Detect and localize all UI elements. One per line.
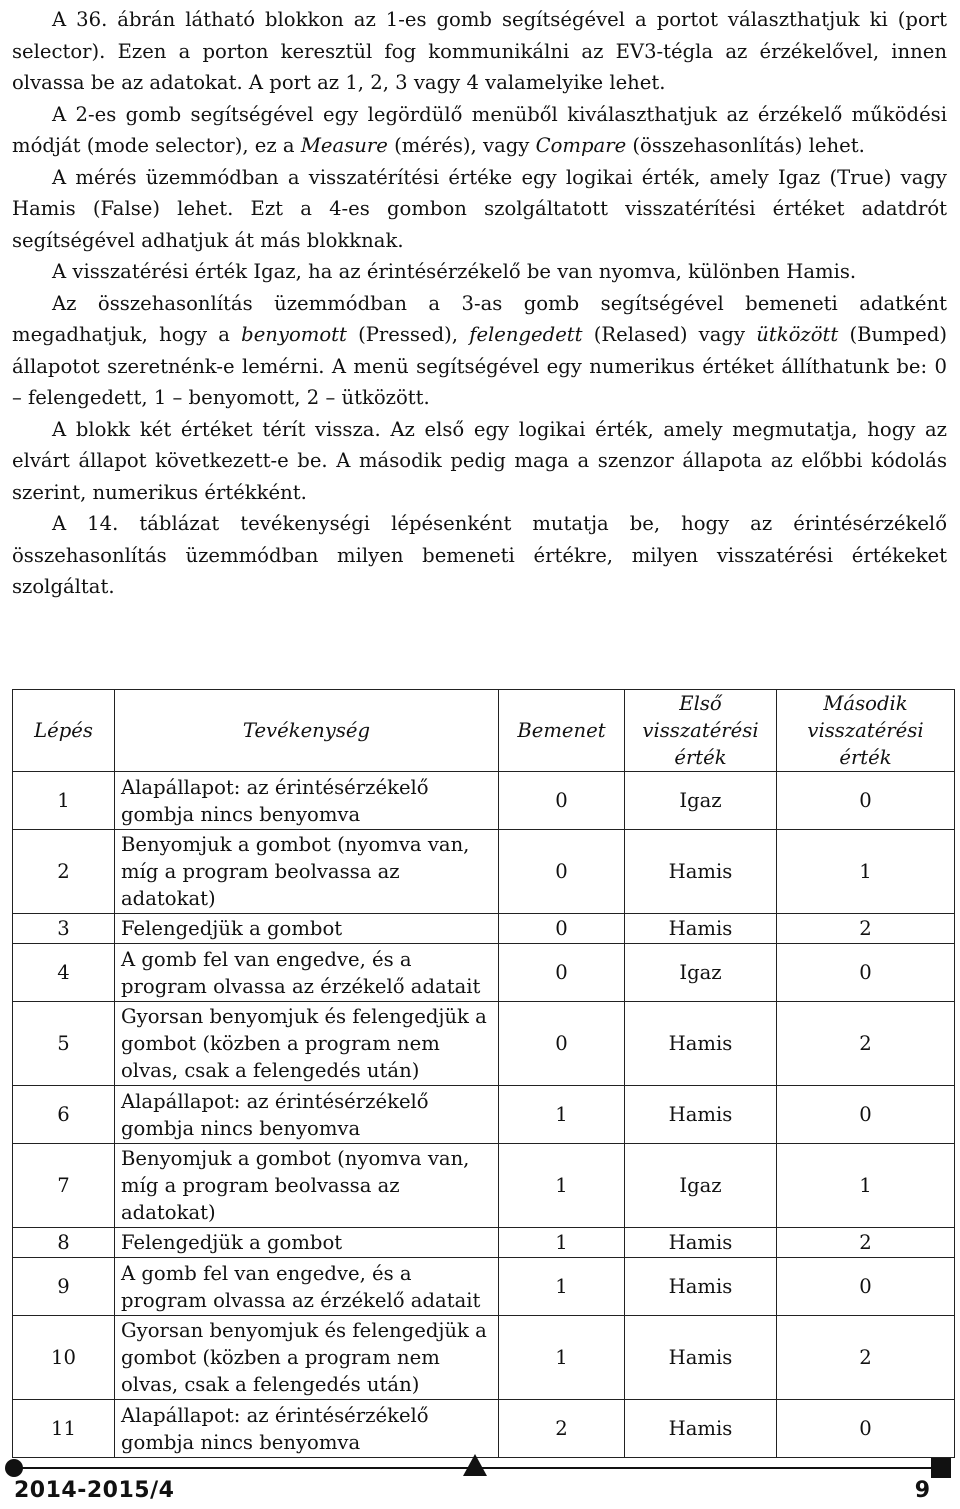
table-row — [13, 944, 955, 1002]
cell-input: 0 — [499, 914, 625, 944]
cell-step: 5 — [13, 1002, 115, 1086]
cell-activity: Gyorsan benyomjuk és felengedjük a gombot (közben a program nem olvas, csak a felengedés után) — [115, 1002, 499, 1086]
footer-triangle-icon — [463, 1454, 487, 1476]
cell-second-return: 0 — [777, 1086, 955, 1144]
cell-activity: Benyomjuk a gombot (nyomva van, míg a program beolvassa az adatokat) — [115, 1144, 499, 1228]
cell-input: 0 — [499, 1002, 625, 1086]
cell-input: 1 — [499, 1086, 625, 1144]
body-text — [12, 4, 947, 603]
cell-step: 6 — [13, 1086, 115, 1144]
table-row — [13, 914, 955, 944]
table-row — [13, 1316, 955, 1400]
header-first-return: Első visszatérési érték — [625, 690, 777, 772]
cell-first-return: Hamis — [625, 914, 777, 944]
table-row — [13, 1400, 955, 1458]
table-row — [13, 1258, 955, 1316]
text-run: (összehasonlítás) lehet. — [626, 134, 865, 157]
table-body — [13, 772, 955, 1458]
touch-sensor-table — [12, 689, 955, 1458]
cell-step: 4 — [13, 944, 115, 1002]
cell-second-return: 0 — [777, 1258, 955, 1316]
paragraph-port-selector: A 36. ábrán látható blokkon az 1-es gomb segítségével a portot választhatjuk ki (port selector). Ezen a porton keresztül fog kommunikálni az EV3-tégla az érzékelővel, innen olvassa be az adatokat. A port az 1, 2, 3 vagy 4 valamelyike lehet. — [12, 8, 947, 94]
header-second-return: Második visszatérési érték — [777, 690, 955, 772]
issue-label: 2014-2015/4 — [14, 1478, 175, 1503]
term-pressed: benyomott — [241, 323, 347, 346]
cell-first-return: Hamis — [625, 1400, 777, 1458]
page-number: 9 — [914, 1478, 930, 1503]
cell-first-return: Hamis — [625, 830, 777, 914]
header-activity: Tevékenység — [115, 690, 499, 772]
cell-activity: A gomb fel van engedve, és a program olvassa az érzékelő adatait — [115, 1258, 499, 1316]
table-row — [13, 1144, 955, 1228]
cell-input: 0 — [499, 944, 625, 1002]
cell-step: 8 — [13, 1228, 115, 1258]
cell-second-return: 2 — [777, 1316, 955, 1400]
term-compare: Compare — [535, 134, 627, 157]
cell-input: 0 — [499, 830, 625, 914]
cell-second-return: 2 — [777, 1228, 955, 1258]
cell-activity: Felengedjük a gombot — [115, 1228, 499, 1258]
cell-second-return: 0 — [777, 772, 955, 830]
cell-second-return: 1 — [777, 830, 955, 914]
cell-first-return: Hamis — [625, 1258, 777, 1316]
cell-input: 1 — [499, 1258, 625, 1316]
cell-second-return: 1 — [777, 1144, 955, 1228]
paragraph-measure-mode: A mérés üzemmódban a visszatérítési értéke egy logikai érték, amely Igaz (True) vagy Hamis (False) lehet. Ezt a 4-es gombon szolgáltatott visszatérítési értéket adatdrót segítségével adhatjuk át más blokknak. — [12, 165, 947, 252]
cell-input: 2 — [499, 1400, 625, 1458]
cell-step: 11 — [13, 1400, 115, 1458]
cell-first-return: Igaz — [625, 772, 777, 830]
cell-step: 3 — [13, 914, 115, 944]
cell-step: 1 — [13, 772, 115, 830]
cell-first-return: Igaz — [625, 1144, 777, 1228]
table-row — [13, 772, 955, 830]
cell-input: 0 — [499, 772, 625, 830]
cell-step: 9 — [13, 1258, 115, 1316]
table-row — [13, 830, 955, 914]
term-measure: Measure — [300, 134, 388, 157]
header-input: Bemenet — [499, 690, 625, 772]
cell-input: 1 — [499, 1316, 625, 1400]
cell-step: 7 — [13, 1144, 115, 1228]
header-step: Lépés — [13, 690, 115, 772]
table-row — [13, 1228, 955, 1258]
cell-second-return: 0 — [777, 1400, 955, 1458]
cell-input: 1 — [499, 1228, 625, 1258]
paragraph-table-intro: A 14. táblázat tevékenységi lépésenként mutatja be, hogy az érintésérzékelő összehasonlítás üzemmódban milyen bemeneti értékre, milyen visszatérési értékeket szolgáltat. — [12, 512, 947, 598]
cell-first-return: Hamis — [625, 1002, 777, 1086]
text-run: (Pressed), — [346, 323, 470, 346]
cell-activity: Benyomjuk a gombot (nyomva van, míg a program beolvassa az adatokat) — [115, 830, 499, 914]
paragraph-two-values: A blokk két értéket térít vissza. Az első egy logikai érték, amely megmutatja, hogy az elvárt állapot következett-e be. A második pedig maga a szenzor állapota az előbbi kódolás szerint, numerikus értékként. — [12, 417, 947, 504]
cell-second-return: 2 — [777, 914, 955, 944]
term-released: felengedett — [469, 323, 583, 346]
text-run: A 2-es gomb segítségével egy legördülő menüből kiválaszthatjuk az érzékelő működési módját (mode selector), ez a — [12, 102, 947, 157]
cell-first-return: Hamis — [625, 1086, 777, 1144]
table-row — [13, 1086, 955, 1144]
cell-activity: Alapállapot: az érintésérzékelő gombja nincs benyomva — [115, 1400, 499, 1458]
cell-step: 2 — [13, 830, 115, 914]
text-run: (Bumped) állapotot szeretnénk-e lemérni. A menü segítségével egy numerikus értéket állíthatunk be: 0 – felengedett, 1 – benyomott, 2 – ütközött. — [12, 323, 948, 409]
cell-activity: A gomb fel van engedve, és a program olvassa az érzékelő adatait — [115, 944, 499, 1002]
term-bumped: ütközött — [756, 323, 839, 346]
footer-square-icon — [931, 1458, 951, 1478]
cell-first-return: Hamis — [625, 1228, 777, 1258]
cell-second-return: 2 — [777, 1002, 955, 1086]
text-run: (mérés), vagy — [387, 134, 536, 157]
cell-input: 1 — [499, 1144, 625, 1228]
text-run: (Relased) vagy — [582, 323, 757, 346]
cell-activity: Gyorsan benyomjuk és felengedjük a gombot (közben a program nem olvas, csak a felengedés után) — [115, 1316, 499, 1400]
table-header-row — [13, 690, 955, 772]
paragraph-mode-selector — [12, 99, 947, 162]
cell-activity: Felengedjük a gombot — [115, 914, 499, 944]
paragraph-compare-mode — [12, 288, 947, 414]
table-row — [13, 1002, 955, 1086]
cell-first-return: Igaz — [625, 944, 777, 1002]
cell-activity: Alapállapot: az érintésérzékelő gombja nincs benyomva — [115, 1086, 499, 1144]
cell-second-return: 0 — [777, 944, 955, 1002]
cell-activity: Alapállapot: az érintésérzékelő gombja nincs benyomva — [115, 772, 499, 830]
text-run: Az összehasonlítás üzemmódban a 3-as gomb segítségével bemeneti adatként megadhatjuk, hogy a — [12, 291, 947, 346]
cell-first-return: Hamis — [625, 1316, 777, 1400]
cell-step: 10 — [13, 1316, 115, 1400]
paragraph-return-value: A visszatérési érték Igaz, ha az érintésérzékelő be van nyomva, különben Hamis. — [52, 260, 857, 283]
